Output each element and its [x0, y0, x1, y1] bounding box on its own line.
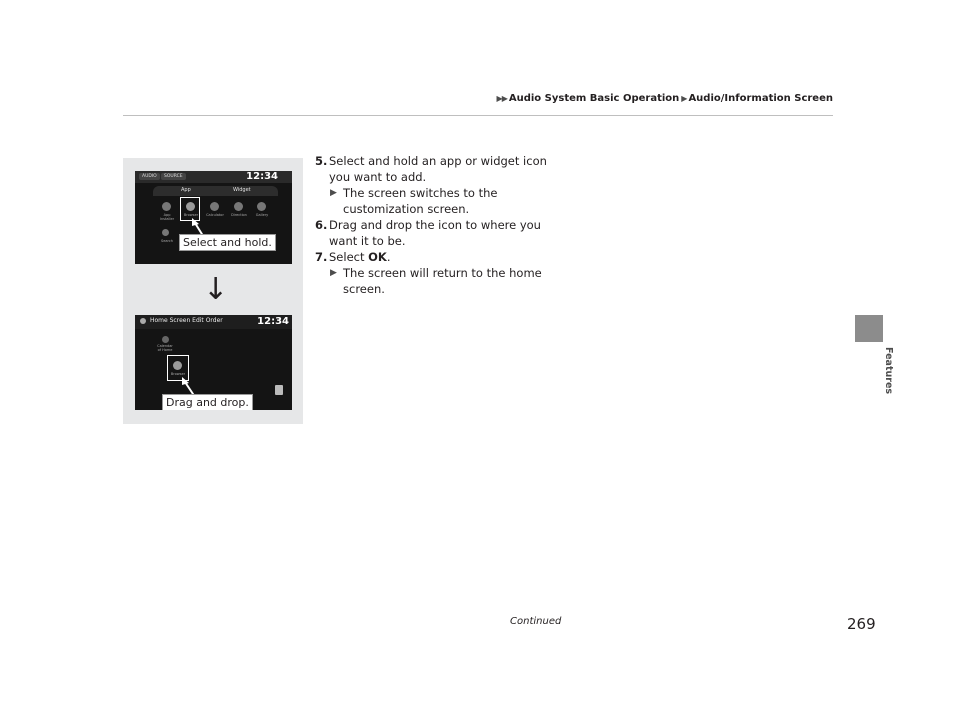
app-label: Gallery: [255, 213, 269, 217]
step-7: 7. Select OK.: [315, 250, 391, 264]
instruction-steps: [315, 153, 565, 297]
chapter-label: Features: [883, 347, 894, 395]
clock: 12:34: [246, 171, 278, 182]
triangle-icon: ▶: [681, 94, 687, 103]
audio-button: AUDIO: [139, 173, 160, 180]
screen-title: Home Screen Edit Order: [150, 317, 223, 324]
down-arrow-icon: ↓: [203, 272, 229, 307]
breadcrumb-section: Audio System Basic Operation: [508, 93, 680, 104]
screen-app-list: [135, 171, 292, 264]
app-label: Direction: [231, 213, 247, 217]
app-label: App Installer: [159, 213, 175, 221]
app-label: Calendar of Home: [157, 344, 173, 352]
tab-widget: Widget: [233, 187, 251, 193]
breadcrumb-page: Audio/Information Screen: [688, 93, 833, 104]
step-5-result: ▶ The screen switches to the customization screen.: [330, 186, 498, 216]
app-label: Calculator: [206, 213, 224, 217]
source-button: SOURCE: [161, 173, 186, 180]
clock: 12:34: [257, 316, 289, 327]
chapter-tab: [855, 315, 883, 342]
page-number: 269: [847, 615, 876, 633]
triangle-icon: ▶: [330, 268, 336, 278]
search-label: Search: [160, 239, 174, 243]
tab-app: App: [181, 187, 191, 193]
header-rule: [123, 115, 833, 116]
screen-edit-order: [135, 315, 292, 410]
app-label: Browser: [183, 213, 199, 217]
continued-label: Continued: [510, 616, 562, 627]
breadcrumb: [497, 93, 833, 104]
figure-panel: [123, 158, 303, 424]
step-7-result: ▶ The screen will return to the home screen.: [330, 266, 542, 296]
callout-drag-drop: Drag and drop.: [162, 394, 253, 410]
app-label: Browser: [170, 372, 186, 376]
step-5: 5. Select and hold an app or widget icon you want to add.: [315, 154, 547, 184]
triangle-icon: ▶: [330, 188, 336, 198]
callout-select-hold: Select and hold.: [179, 234, 276, 251]
step-6: 6. Drag and drop the icon to where you want it to be.: [315, 218, 541, 248]
double-triangle-icon: ▶▶: [496, 94, 507, 103]
